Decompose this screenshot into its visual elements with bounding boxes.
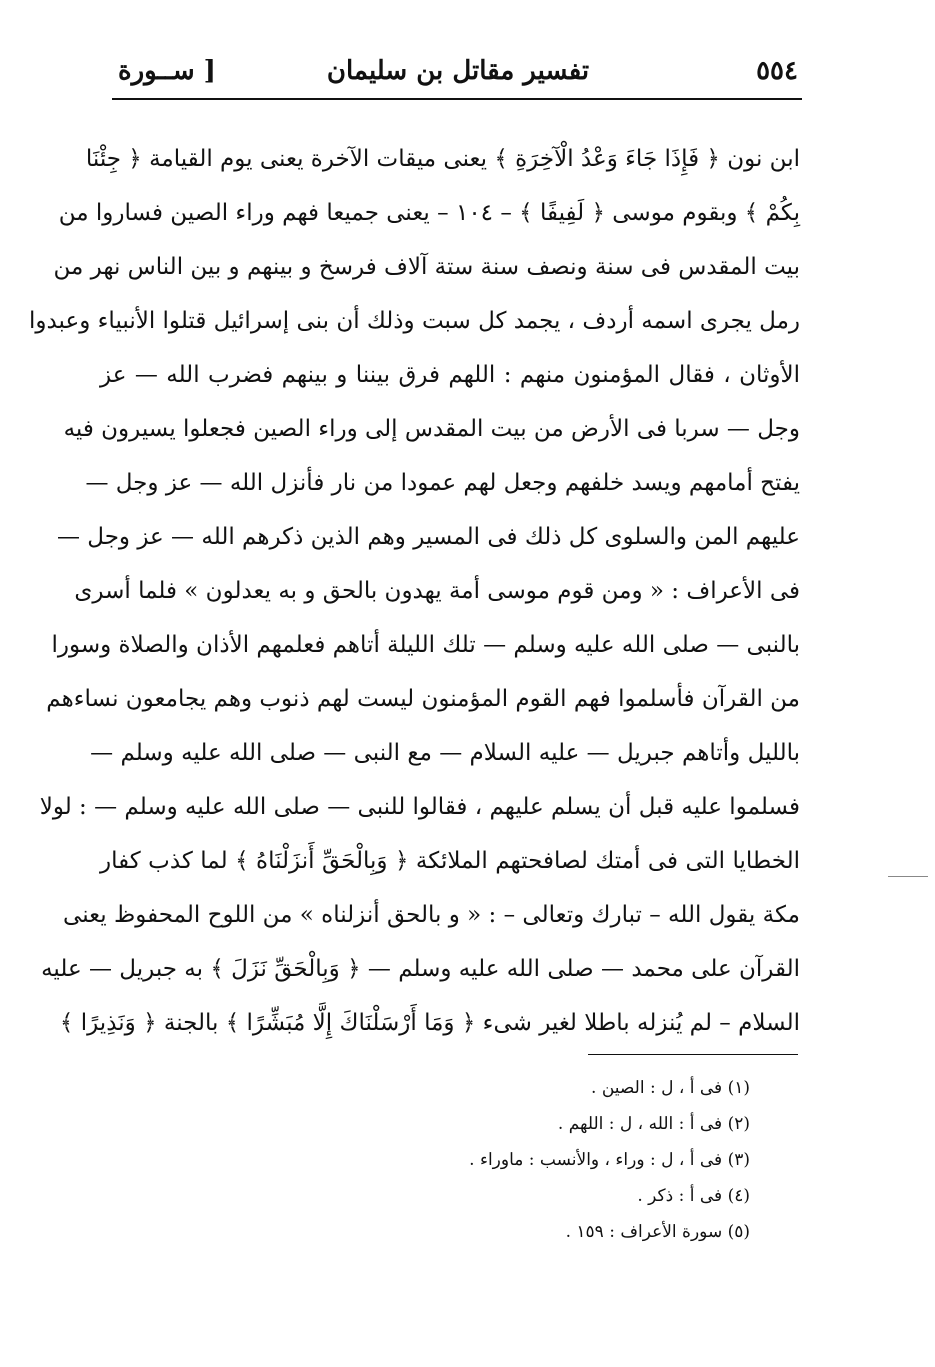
header-rule [112,98,802,100]
text-line: مكة يقول الله – تبارك وتعالى – : « و بالحق أنزلناه » من اللوح المحفوظ يعنى [63,902,800,928]
footnotes [300,1070,750,1250]
text-line: القرآن على محمد — صلى الله عليه وسلم — ﴿ وَبِالْحَقِّ نَزَلَ ﴾ به جبريل — عليه [41,956,800,982]
footnote: (٥) سورة الأعراف : ١٥٩ . [565,1222,750,1242]
page-header [118,50,798,96]
book-title: تفسير مقاتل بن سليمان [326,56,590,86]
text-line: يفتح أمامهم ويسد خلفهم وجعل لهم عمودا من نار فأنزل الله — عز وجل — [85,470,800,496]
text-line: ابن نون ﴿ فَإِذَا جَاءَ وَعْدُ الْآخِرَةِ ﴾ يعنى ميقات الآخرة يعنى يوم القيامة ﴿ جِئْنَا [85,146,800,172]
footnote: (٤) فى أ : ذكر . [637,1186,750,1206]
text-line: فى الأعراف : « ومن قوم موسى أمة يهدون بالحق و به يعدلون » فلما أسرى [74,578,800,604]
body-text [28,132,800,1050]
text-line: بالليل وأتاهم جبريل — عليه السلام — مع النبى — صلى الله عليه وسلم — [90,740,800,766]
page-number: ٥٥٤ [756,56,798,86]
text-line: بيت المقدس فى سنة ونصف سنة ستة آلاف فرسخ و بينهم و بين الناس نهر من [53,254,800,280]
text-line: بِكُمْ ﴾ وبقوم موسى ﴿ لَفِيفًا ﴾ – ١٠٤ – يعنى جميعا فهم وراء الصين فساروا من [58,200,800,226]
text-line: بالنبى — صلى الله عليه وسلم — تلك الليلة أتاهم فعلمهم الأذان والصلاة وسورا [51,632,800,658]
margin-mark [888,876,928,877]
text-line: الخطايا التى فى أمتك لصافحتهم الملائكة ﴿ وَبِالْحَقِّ أَنزَلْنَاهُ ﴾ لما كذب كفار [100,848,800,874]
text-line: وجل — سربا فى الأرض من بيت المقدس إلى وراء الصين فجعلوا يسيرون فيه [63,416,800,442]
footnote: (٣) فى أ ، ل : وراء ، والأنسب : ماوراء . [469,1150,750,1170]
text-line: السلام – لم يُنزله باطلا لغير شىء ﴿ وَمَا أَرْسَلْنَاكَ إِلَّا مُبَشِّرًا ﴾ بالجنة ﴿ وَنَذِيرًا ﴾ [59,1010,800,1036]
footnote-rule [588,1054,798,1055]
text-line: فسلموا عليه قبل أن يسلم عليهم ، فقالوا للنبى — صلى الله عليه وسلم — : لولا [39,794,800,820]
surah-heading: [ ســورة [118,56,216,86]
text-line: من القرآن فأسلموا فهم القوم المؤمنون ليست لهم ذنوب وهم يجامعون نساءهم [46,686,800,712]
footnote: (١) فى أ ، ل : الصين . [591,1078,750,1098]
footnote: (٢) فى أ : الله ، ل : اللهم . [557,1114,750,1134]
text-line: الأوثان ، فقال المؤمنون منهم : اللهم فرق بيننا و بينهم فضرب الله — عز [100,362,800,388]
text-line: رمل يجرى اسمه أردف ، يجمد كل سبت وذلك أن بنى إسرائيل قتلوا الأنبياء وعبدوا [28,308,800,334]
text-line: عليهم المن والسلوى كل ذلك فى المسير وهم الذين ذكرهم الله — عز وجل — [56,524,800,550]
